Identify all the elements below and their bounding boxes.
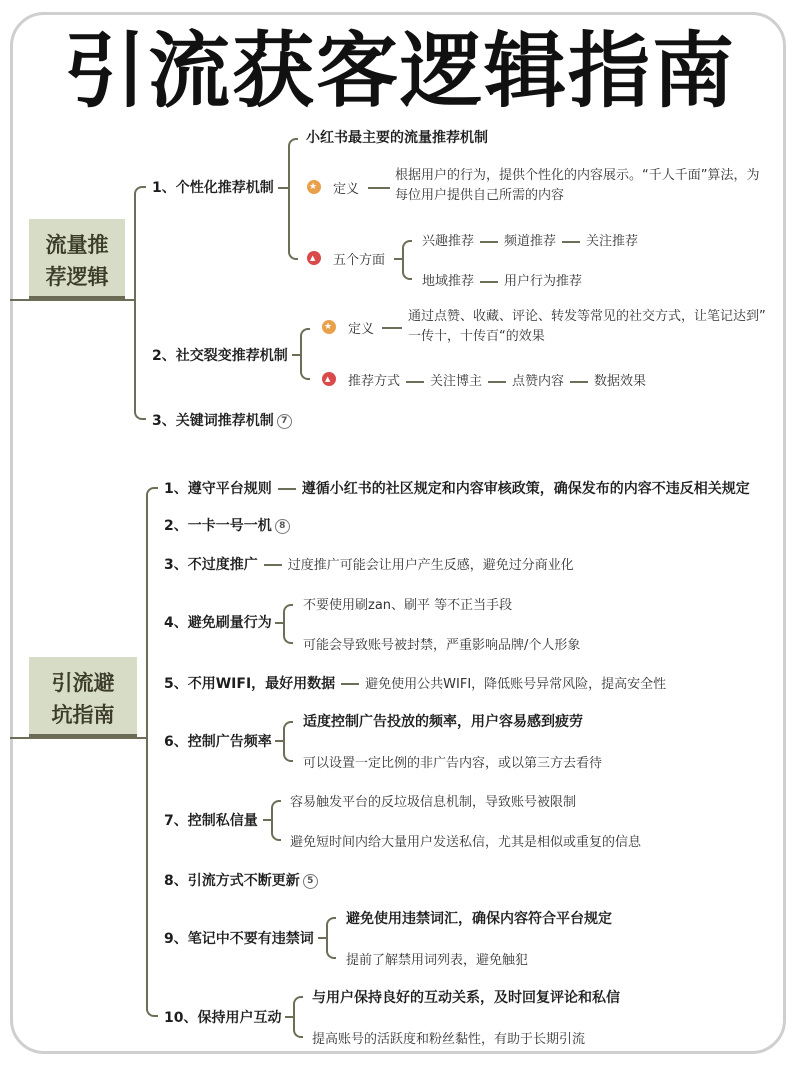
pitfall-3 <box>164 554 574 574</box>
connector <box>368 187 390 189</box>
text-line: 通过点赞、收藏、评论、转发等常见的社交方式，让笔记达到” <box>408 309 766 324</box>
branch-brace <box>271 800 281 841</box>
pitfall-5 <box>164 673 666 693</box>
branch-brace <box>288 138 298 260</box>
node-label[interactable]: 1、遵守平台规则 <box>164 481 272 497</box>
branch-connector <box>128 299 136 301</box>
branch-brace <box>293 996 303 1038</box>
method-like-content[interactable]: 点赞内容 <box>512 374 565 389</box>
thumbs-up-icon <box>307 251 321 265</box>
pitfall-6-detail-1[interactable]: 适度控制广告投放的频率，用户容易感到疲劳 <box>303 714 583 730</box>
pitfall-4-detail-2[interactable]: 可能会导致账号被封禁，严重影响品牌/个人形象 <box>303 638 581 653</box>
definition-text[interactable] <box>395 166 795 206</box>
pitfall-6[interactable]: 6、控制广告频率 <box>164 734 272 750</box>
connector <box>341 683 359 685</box>
pitfall-10[interactable]: 10、保持用户互动 <box>164 1010 282 1026</box>
connector <box>562 241 580 243</box>
star-icon <box>322 320 336 334</box>
root-underline <box>29 734 137 737</box>
definition-text[interactable] <box>408 307 798 347</box>
star-icon <box>307 180 321 194</box>
pitfall-9-detail-1[interactable]: 避免使用违禁词汇，确保内容符合平台规定 <box>346 911 612 927</box>
node-label[interactable]: 2、一卡一号一机 <box>164 518 272 534</box>
node-detail[interactable]: 过度推广可能会让用户产生反感，避免过分商业化 <box>287 558 574 573</box>
pitfall-4[interactable]: 4、避免刷量行为 <box>164 615 272 631</box>
aspect-interest[interactable]: 兴趣推荐 <box>422 234 475 249</box>
root-connector <box>10 299 136 301</box>
branch-brace <box>283 604 293 644</box>
root-line: 引流避 <box>51 671 115 695</box>
collapsed-count-badge[interactable]: 5 <box>303 874 318 889</box>
collapsed-count-badge[interactable]: 8 <box>275 519 290 534</box>
pitfall-2 <box>164 515 290 535</box>
root-connector <box>10 737 146 739</box>
connector <box>264 564 282 566</box>
connector <box>488 381 506 383</box>
node-label: 3、关键词推荐机制 <box>152 413 274 429</box>
aspects-label[interactable]: 五个方面 <box>333 253 386 268</box>
branch-brace <box>283 721 293 762</box>
root-underline <box>29 296 125 299</box>
pitfall-1 <box>164 478 750 498</box>
pitfall-10-detail-1[interactable]: 与用户保持良好的互动关系，及时回复评论和私信 <box>312 990 620 1006</box>
connector <box>275 622 283 624</box>
aspects-row-1 <box>422 230 638 249</box>
root-line: 荐逻辑 <box>45 265 109 289</box>
connector <box>406 381 424 383</box>
connector <box>275 740 283 742</box>
branch-brace <box>300 328 310 380</box>
method-data-effect[interactable]: 数据效果 <box>594 374 647 389</box>
branch-brace <box>402 240 412 280</box>
pitfall-9-detail-2[interactable]: 提前了解禁用词列表，避免触犯 <box>346 953 529 968</box>
root-node-pitfall-guide[interactable] <box>29 657 137 734</box>
node-keyword-recommendation[interactable] <box>152 410 292 430</box>
branch-brace <box>146 487 158 1017</box>
thumbs-up-icon <box>322 372 336 386</box>
node-label[interactable]: 5、不用WIFI，最好用数据 <box>164 676 336 692</box>
definition-label[interactable]: 定义 <box>333 182 360 197</box>
node-detail[interactable]: 避免使用公共WIFI，降低账号异常风险，提高安全性 <box>365 677 667 692</box>
aspect-region[interactable]: 地域推荐 <box>422 274 475 289</box>
definition-label[interactable]: 定义 <box>348 322 375 337</box>
method-follow-blogger[interactable]: 关注博主 <box>430 374 483 389</box>
collapsed-count-badge[interactable]: 7 <box>277 414 292 429</box>
method-label[interactable]: 推荐方式 <box>348 374 401 389</box>
root-line: 流量推 <box>45 233 109 257</box>
connector <box>480 281 498 283</box>
method-row <box>348 370 646 389</box>
pitfall-6-detail-2[interactable]: 可以设置一定比例的非广告内容，或以第三方去看待 <box>303 756 603 771</box>
pitfall-9[interactable]: 9、笔记中不要有违禁词 <box>164 931 314 947</box>
pitfall-4-detail-1[interactable]: 不要使用刷zan、刷平 等不正当手段 <box>303 598 513 613</box>
aspect-channel[interactable]: 频道推荐 <box>504 234 557 249</box>
connector <box>382 327 402 329</box>
connector <box>292 354 300 356</box>
connector <box>278 187 288 189</box>
pitfall-10-detail-2[interactable]: 提高账号的活跃度和粉丝黏性，有助于长期引流 <box>312 1032 586 1047</box>
text-line: 每位用户提供自己所需的内容 <box>395 188 565 203</box>
connector <box>285 1016 293 1018</box>
connector <box>570 381 588 383</box>
node-social-fission[interactable]: 2、社交裂变推荐机制 <box>152 348 288 364</box>
aspect-user-behavior[interactable]: 用户行为推荐 <box>504 274 583 289</box>
pitfall-7[interactable]: 7、控制私信量 <box>164 813 258 829</box>
summary-main-mechanism[interactable]: 小红书最主要的流量推荐机制 <box>306 130 488 146</box>
branch-brace <box>134 186 146 420</box>
node-label[interactable]: 8、引流方式不断更新 <box>164 873 300 889</box>
root-node-traffic-logic[interactable] <box>29 219 125 296</box>
pitfall-7-detail-1[interactable]: 容易触发平台的反垃圾信息机制，导致账号被限制 <box>290 795 577 810</box>
root-line: 坑指南 <box>51 703 115 727</box>
node-label[interactable]: 3、不过度推广 <box>164 557 258 573</box>
node-detail[interactable]: 遵循小红书的社区规定和内容审核政策，确保发布的内容不违反相关规定 <box>301 481 750 497</box>
pitfall-7-detail-2[interactable]: 避免短时间内给大量用户发送私信，尤其是相似或重复的信息 <box>290 835 642 850</box>
node-personalized-recommendation[interactable]: 1、个性化推荐机制 <box>152 180 274 196</box>
connector <box>480 241 498 243</box>
text-line: 一传十，十传百“的效果 <box>408 329 545 344</box>
pitfall-8 <box>164 870 318 890</box>
text-line: 根据用户的行为，提供个性化的内容展示。“千人千面”算法，为 <box>395 168 760 183</box>
branch-brace <box>326 917 336 959</box>
aspect-follow[interactable]: 关注推荐 <box>586 234 639 249</box>
connector <box>263 819 271 821</box>
connector <box>278 488 296 490</box>
connector <box>318 937 326 939</box>
page-title: 引流获客逻辑指南 <box>63 24 736 119</box>
connector <box>394 258 402 260</box>
aspects-row-2 <box>422 270 582 289</box>
